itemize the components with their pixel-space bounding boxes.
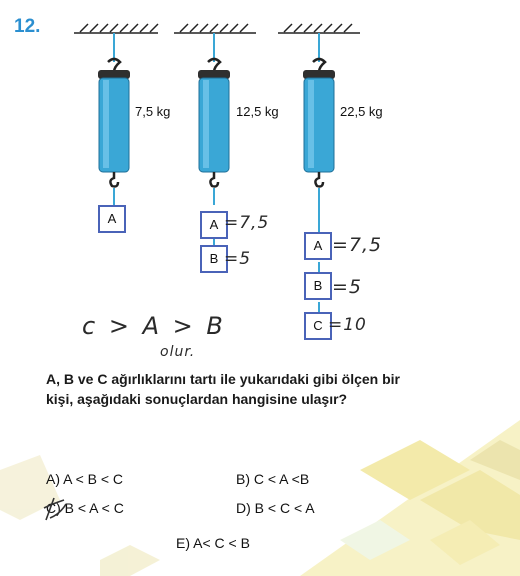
option-b[interactable]: B) C < A <B bbox=[236, 471, 310, 487]
weight-a-scale-2: A bbox=[200, 211, 228, 239]
handwriting-scale3-b: =5 bbox=[332, 276, 363, 298]
ceiling-2 bbox=[174, 24, 256, 33]
scale-1-reading: 7,5 kg bbox=[135, 104, 171, 119]
question-number: 12. bbox=[14, 16, 41, 37]
selected-answer-mark bbox=[40, 494, 70, 524]
handwriting-conclusion: c > A > B bbox=[82, 312, 226, 340]
spring-scale-3 bbox=[303, 33, 335, 312]
spring-scale-1 bbox=[98, 33, 130, 205]
handwriting-scale3-a: =7,5 bbox=[332, 234, 383, 256]
weight-b-scale-3: B bbox=[304, 272, 332, 300]
ceiling-3 bbox=[278, 24, 360, 33]
handwriting-conclusion-note: olur. bbox=[160, 344, 196, 360]
option-e[interactable]: E) A< C < B bbox=[176, 535, 250, 551]
ceiling-1 bbox=[74, 24, 158, 33]
handwriting-scale2-a: =7,5 bbox=[224, 213, 270, 233]
weight-b-scale-2: B bbox=[200, 245, 228, 273]
handwriting-scale2-b: =5 bbox=[224, 249, 252, 269]
option-d[interactable]: D) B < C < A bbox=[236, 500, 315, 516]
option-c[interactable]: C) B < A < C bbox=[46, 500, 124, 516]
weight-c-scale-3: C bbox=[304, 312, 332, 340]
weight-a-scale-3: A bbox=[304, 232, 332, 260]
scale-3-reading: 22,5 kg bbox=[340, 104, 383, 119]
weight-a-scale-1: A bbox=[98, 205, 126, 233]
option-a[interactable]: A) A < B < C bbox=[46, 471, 124, 487]
question-text: A, B ve C ağırlıklarını tartı ile yukarıdaki gibi ölçen bir kişi, aşağıdaki sonuçlardan hangisine ulaşır? bbox=[46, 371, 400, 407]
scale-2-reading: 12,5 kg bbox=[236, 104, 279, 119]
handwriting-scale3-c: =10 bbox=[328, 315, 367, 335]
